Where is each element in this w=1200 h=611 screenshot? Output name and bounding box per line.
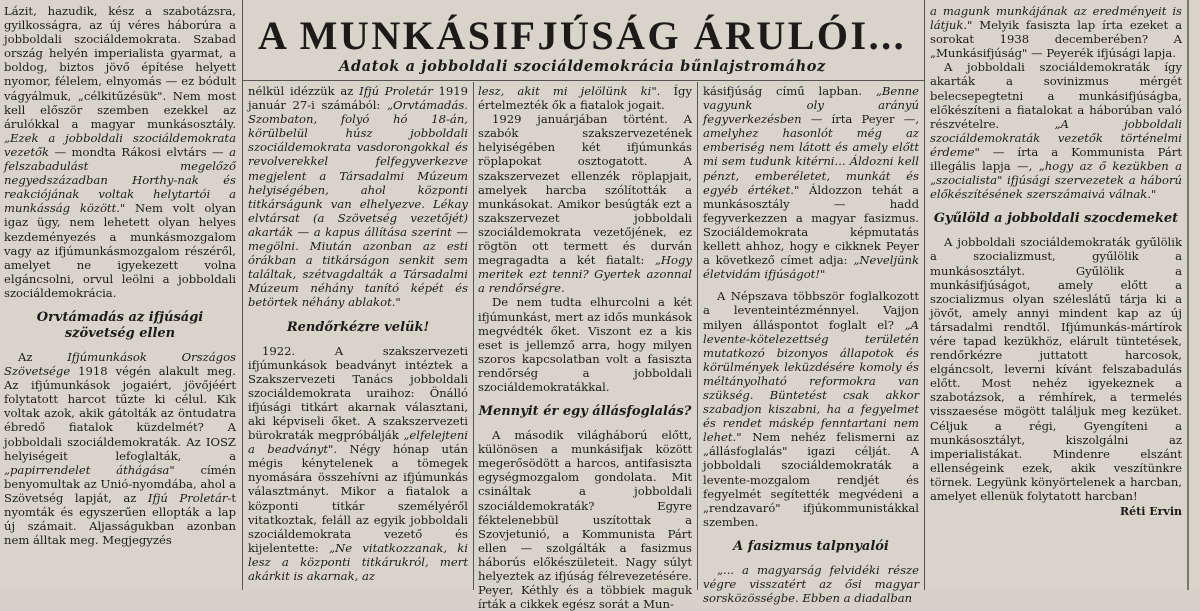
subhead: Adatok a jobboldali szociáldemokrácia bűnlajstromához	[339, 58, 826, 75]
article-paragraph: 1929 januárjában történt. A szabók szakszervezetének helyiségében két ifjúmunkás röplapokat osztogatott. A szakszervezet ellenzék röplapjait, amelyek harcba szólították a munkásokat. Amikor besúgták ezt a szakszervezet jobboldali szociáldemokrata vezetőjének, ez rögtön ott termett és durván megragadta a két fiatalt: „Hogy meritek ezt tenni? Gyertek azonnal a rendőrségre.	[478, 112, 692, 296]
article-paragraph: Lázit, hazudik, kész a szabotázsra, gyilkosságra, az új véres háborúra a jobboldali szociáldemokrata. Szabad ország helyén imperialista gyarmat, a boldog, biztos jövő építése helyett nyomor, félelem, elnyomás — ez bódult vágyálmuk, „célkitűzésük". Nem most kell először szemben ezekkel az árulókkal a magyar munkásosztály. „Ezek a jobboldali szociáldemokrata vezetők — mondta Rákosi elvtárs — a felszabadulást megelőző negyedszázadban Horthy-nak és reakciójának voltak helytartói a munkásság között." Nem volt olyan igaz ügy, nem lehetett olyan helyes kezdeményezés a munkásmozgalom vagy az ifjúmunkásmozgalom részéről, amelyet ne igyekezett volna elgáncsolni, orvul leölni a jobboldali szociáldemokrácia.	[4, 4, 236, 300]
article-paragraph: A jobboldali szociáldemokraták így akarták a sovinizmus mérgét belecsepegtetni a munkásifjúságba, előkészíteni a fiatalokat a háborúban való részvételre. „A jobboldali szociáldemokraták vezetők történelmi érdeme" — írta a Kommunista Párt illegális lapja —, „hogy az ő kezükben a „szocialista" ifjúsági szervezetek a háború előkészítésének szerszámaivá válnak."	[930, 60, 1183, 202]
article-paragraph: lesz, akit mi jelölünk ki". Így értelmezték ők a fiatalok jogait.	[478, 84, 693, 113]
article-paragraph: kásifjúság című lapban. „Benne vagyunk oly arányú fegyverkezésben — írta Peyer —, amelyhez hasonlót még az emberiség nem látott és amely előtt mi sem tudunk kitérni... Áldozni kell pénzt, emberéletet, munkát és egyéb értéket." Áldozzon tehát a munkásosztály — hadd fegyverkezzen a magyar fasizmus. Szociáldemokrata képmutatás kellett ahhoz, hogy e cikknek Peyer a következő címet adja: „Neveljünk életvidám ifjúságot!"	[703, 84, 919, 282]
article-paragraph: A jobboldali szociáldemokraták gyűlölik a szocializmust, gyűlölik a munkásosztályt. Gyűlölik a munkásifjúságot, amely előtt a szocializmus olyan széleslátű tárja ki a jövőt, amely annyi mindent kap az új társadalmi rendtől. Ifjúmunkás-mártírok vére tapad kezükhöz, elárult tüntetések, rendőrkézre juttatott harcosok, elgáncsolt, leverni kívánt felszabadulás előtt. Most nehéz igyekeznek a szabotázsok, a rémhírek, a termelés visszaesése mögött találjuk meg kezüket. Céljuk a régi, Gyengíteni a munkásosztályt, kiszolgálni az imperialistákat. Mindenre elszánt ellenségeink ezek, akik veszítünkre törnek. Legyünk könyörtelenek a harcban, amelyet ellenük folytatott harcban!	[930, 235, 1182, 503]
article-paragraph: A Népszava többször foglalkozott a leventeintézménnyel. Vajjon milyen álláspontot foglalt el? „A levente-kötelezettség területén mutatkozó bizonyos állapotok és körülmények leküzdésére komoly és méltányolható reformokra van szükség. Büntetést csak akkor szabadjon kiszabni, ha a fegyelmet és rendet máskép fenntartani nem lehet." Nem nehéz felismerni az „állásfoglalás" igazi célját. A jobboldali szociáldemokraták a levente-mozgalom rendjét és fegyelmét segítették megvédeni a „rendzavaró" ifjúkommunistákkal szemben.	[703, 289, 919, 529]
column-2	[248, 84, 468, 583]
author-signature: Réti Ervin	[1120, 505, 1182, 519]
column-rule	[473, 82, 474, 590]
column-1	[4, 4, 236, 547]
article-paragraph: nélkül idézzük az Ifjú Proletár 1919 január 27-i számából: „Orvtámadás. Szombaton, folyó hó 18-án, körülbelül húsz jobboldali szociáldemokrata vasdorongokkal és revolverekkel felfegyverkezve megjelent a Társadalmi Múzeum helyiségében, ahol központi titkárságunk van elhelyezve. Lékay elvtársat (a Szövetség vezetőjét) akarták — a kapus állítása szerint — megölni. Miután azonban az esti órákban a titkárságon senkit sem találtak, szétvagdalták a Társadalmi Múzeum néhány tanító képét és betörtek néhány ablakot."	[248, 84, 468, 310]
article-paragraph: De nem tudta elhurcolni a két ifjúmunkást, mert az idős munkások megvédték őket. Viszont ez a kis eset is jellemző arra, hogy milyen szoros kapcsolatban volt a fasiszta rendőrség a jobboldali szociáldemokratákkal.	[478, 295, 692, 394]
headline-rule	[243, 80, 924, 81]
column-4	[703, 84, 919, 605]
page-edge	[1187, 0, 1189, 590]
article-paragraph: Az Ifjúmunkások Országos Szövetsége 1918 végén alakult meg. Az ifjúmunkások jogaiért, jövőjéért folytatott harcot tűzte ki célul. Kik voltak azok, akik gátolták az öntudatra ébredő fiatalok küzdelmét? A jobboldali szociáldemokraták. Az IOSZ helyiségeit lefoglalták, a „papirrendelet áthágása" címén benyomultak az Unió-nyomdába, ahol a Szövetség lapját, az Ifjú Proletár-t nyomták és egyszerűen ellopták a lap új számait. Aljasságukban azonban nem álltak meg. Megjegyzés	[4, 349, 237, 548]
section-heading: Orvtámadás az ifjúsági szövetség ellen	[36, 309, 204, 341]
section-heading: Gyűlöld a jobboldali szocdemeket	[933, 211, 1179, 227]
section-heading: A fasizmus talpnyalói	[733, 538, 889, 554]
article-paragraph: a magunk munkájának az eredményeit is látjuk." Melyik fasiszta lap írta ezeket a sorokat 1938 decemberében? A „Munkásifjúság" — Peyerék ifjúsági lapja.	[930, 4, 1182, 61]
column-rule	[242, 0, 243, 590]
article-paragraph: 1922. A szakszervezeti ifjúmunkások beadványt intéztek a Szakszervezeti Tanács jobboldali szociáldemokrata uraihoz: Önálló ifjúsági titkárt akarnak választani, aki képviseli őket. A szakszervezeti bürokraták megpróbálják „elfelejteni a beadványt". Négy hónap után mégis kénytelenek a tömegek nyomására összehívni az ifjúmunkás választmányt. Mikor a fiatalok a központi titkár személyéről vitatkoztak, feláll az egyik jobboldali szociáldemokrata vezető és kijelentette: „Ne vitatkozzanak, ki lesz a központi titkárukról, mert akárkit is akarnak, az	[248, 343, 468, 583]
article-paragraph: „... a magyarság felvidéki része végre visszatért az ősi magyar sorsközösségbe. Ebben a diadalban	[703, 562, 919, 606]
article-paragraph: A második világháború előtt, különösen a munkásifjak között megerősödött a harcos, antifasiszta egységmozgalom gondolata. Mit csináltak a jobboldali szociáldemokraták? Egyre féktelenebbül uszítottak a Szovjetunió, a Kommunista Párt ellen — szolgálták a fasizmus háborús előkészületeit. Nagy súlyt helyeztek az ifjúság félrevezetésére. Peyer, Kéthly és a többiek maguk írták a cikkek egész sorát a Mun-	[478, 428, 692, 611]
column-rule	[924, 0, 925, 590]
column-3	[478, 84, 692, 611]
section-heading: Rendőrkézre velük!	[286, 319, 430, 335]
headline: A MUNKÁSIFJÚSÁG ÁRULÓI...	[258, 13, 907, 58]
section-heading: Mennyit ér egy állásfoglalás?	[478, 404, 692, 420]
column-rule	[697, 82, 698, 590]
column-5	[930, 4, 1182, 519]
